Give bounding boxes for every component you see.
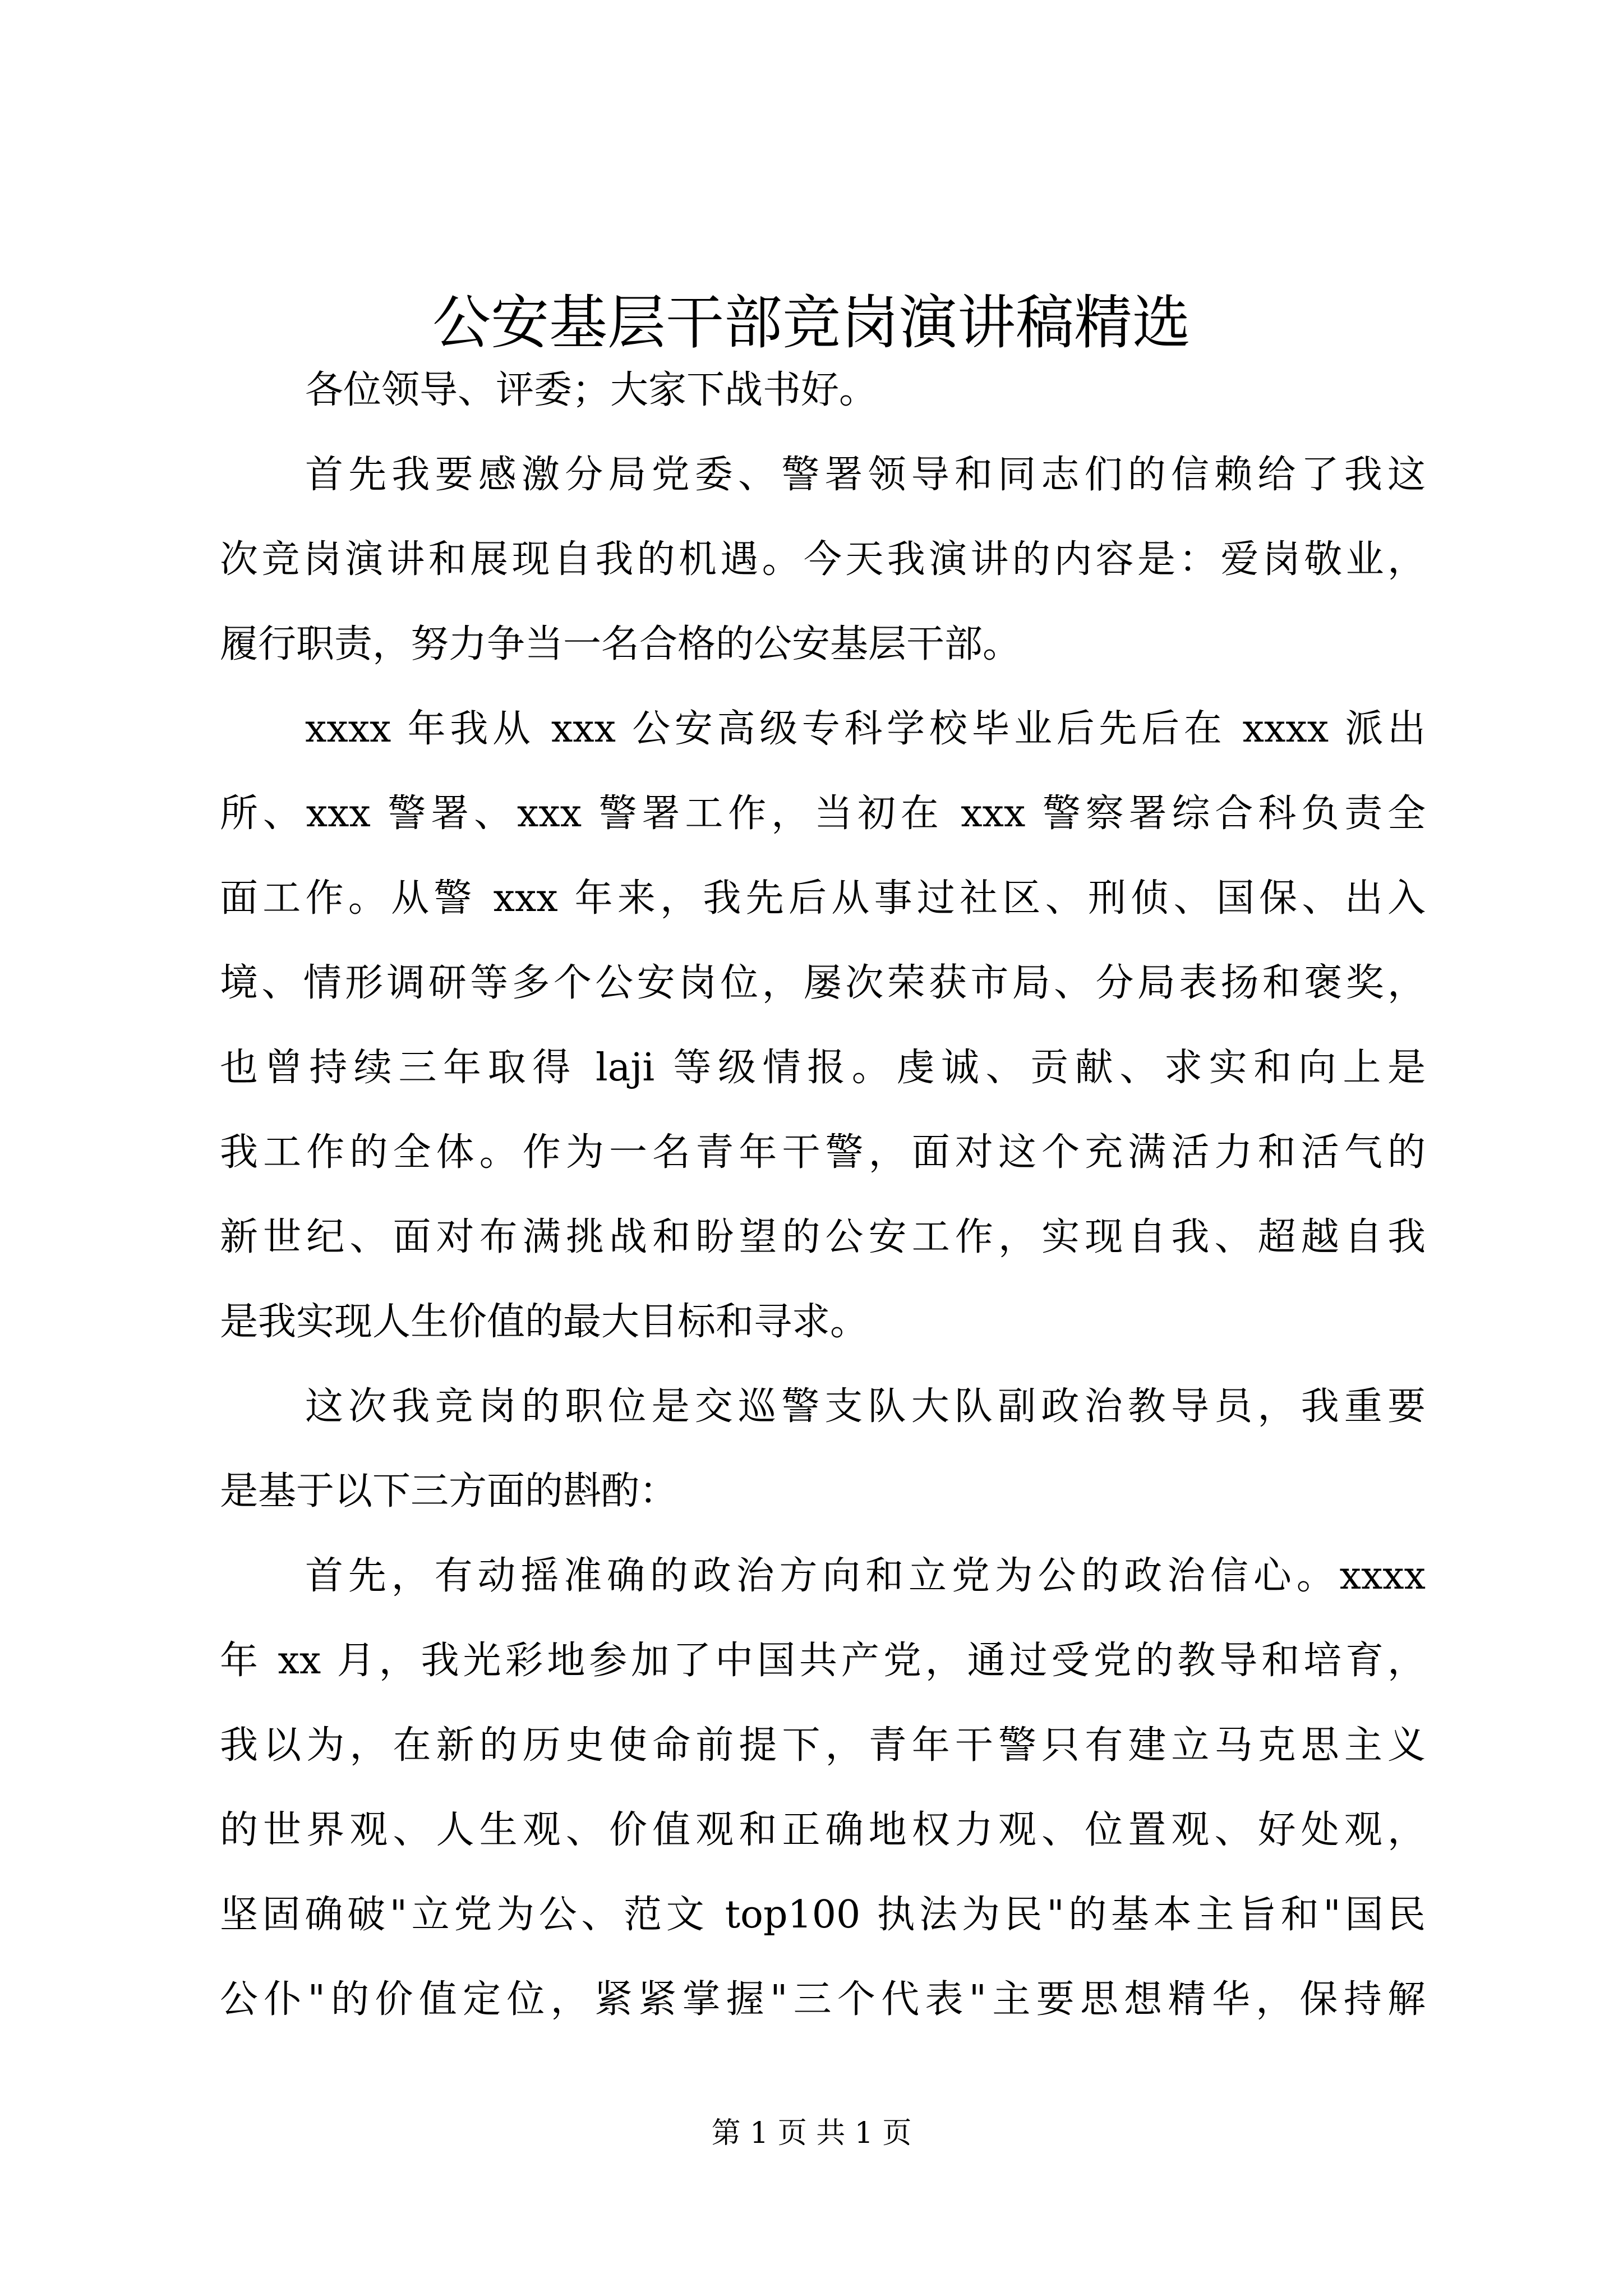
text-line: 是基于以下三方面的斟酌： xyxy=(220,1469,678,1513)
text-line: 履行职责，努力争当一名合格的公安基层干部。 xyxy=(220,622,1021,666)
text-line: 首先我要感激分局党委、警署领导和同志们的信赖给了我这 xyxy=(305,453,1426,497)
document-title: 公安基层干部竞岗演讲稿精选 xyxy=(432,288,1191,357)
text-line: 所、xxx 警署、xxx 警署工作，当初在 xxx 警察署综合科负责全 xyxy=(220,792,1426,836)
page-footer: 第 1 页 共 1 页 xyxy=(711,2116,912,2150)
text-line: 是我实现人生价值的最大目标和寻求。 xyxy=(220,1300,869,1344)
text-line: 公仆"的价值定位，紧紧掌握"三个代表"主要思想精华，保持解 xyxy=(220,1977,1426,2022)
text-line: 也曾持续三年取得 laji 等级情报。虔诚、贡献、求实和向上是 xyxy=(220,1046,1426,1090)
text-line: 次竞岗演讲和展现自我的机遇。今天我演讲的内容是：爱岗敬业， xyxy=(220,537,1426,582)
text-line: 境、情形调研等多个公安岗位，屡次荣获市局、分局表扬和褒奖， xyxy=(220,961,1426,1005)
text-line: 我工作的全体。作为一名青年干警，面对这个充满活力和活气的 xyxy=(220,1130,1426,1175)
text-line: 的世界观、人生观、价值观和正确地权力观、位置观、好处观， xyxy=(220,1808,1426,1852)
text-line: 各位领导、评委；大家下战书好。 xyxy=(305,368,878,412)
document-body xyxy=(220,348,1426,2042)
text-line: 坚固确破"立党为公、范文 top100 执法为民"的基本主旨和"国民 xyxy=(220,1893,1426,1937)
text-line: 新世纪、面对布满挑战和盼望的公安工作，实现自我、超越自我 xyxy=(220,1215,1426,1259)
text-line: 年 xx 月，我光彩地参加了中国共产党，通过受党的教导和培育， xyxy=(220,1639,1426,1683)
text-line: 我以为，在新的历史使命前提下，青年干警只有建立马克思主义 xyxy=(220,1723,1426,1768)
text-line: xxxx 年我从 xxx 公安高级专科学校毕业后先后在 xxxx 派出 xyxy=(305,707,1426,751)
text-line: 首先，有动摇准确的政治方向和立党为公的政治信心。xxxx xyxy=(305,1554,1426,1598)
text-line: 面工作。从警 xxx 年来，我先后从事过社区、刑侦、国保、出入 xyxy=(220,876,1426,921)
text-line: 这次我竞岗的职位是交巡警支队大队副政治教导员，我重要 xyxy=(305,1384,1426,1429)
